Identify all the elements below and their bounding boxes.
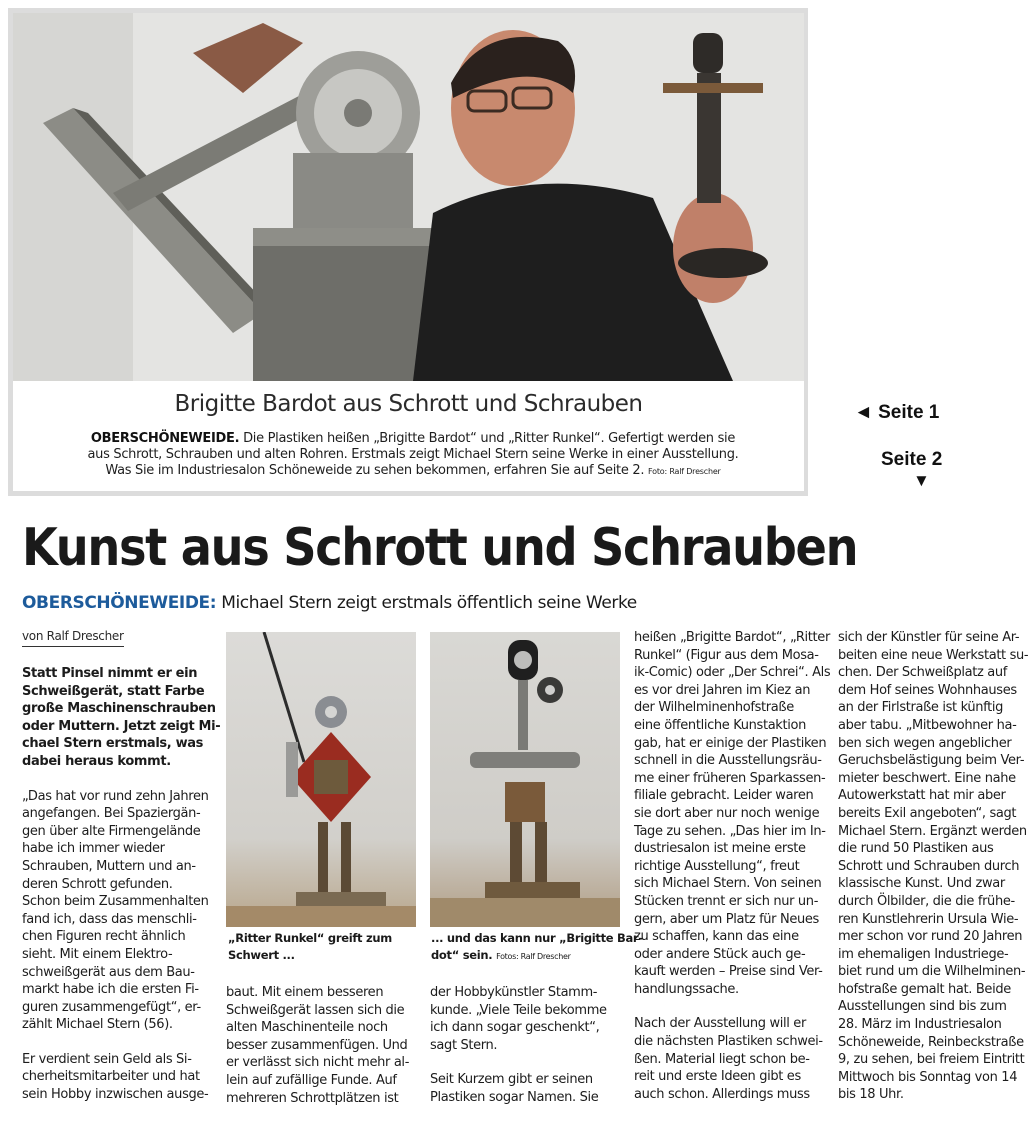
down-arrow-icon[interactable]: ▼ <box>913 471 930 490</box>
text-line: im ehemaligen Industriege- <box>838 946 1009 962</box>
text-line: filiale gebracht. Leider waren <box>634 788 814 804</box>
text-line: eine öffentliche Kunstaktion <box>634 717 806 733</box>
subhead-text: Michael Stern zeigt erstmals öffentlich seine Werke <box>221 593 637 613</box>
article-lead <box>22 665 221 771</box>
photo-caption-box <box>13 381 804 491</box>
text-line: ich dann sogar geschenkt“, <box>430 1020 600 1036</box>
text-line: guren zusammengefügt“, er- <box>22 999 201 1015</box>
text-line: heißen „Brigitte Bardot“, „Ritter <box>634 630 830 645</box>
caption-line: ... und das kann nur „Brigitte Bar- <box>431 931 643 945</box>
text-line: Runkel“ (Figur aus dem Mosa- <box>634 647 819 663</box>
text-line: dustriesalon ist meine erste <box>634 841 806 857</box>
text-line: gern, aber um Platz für Neues <box>634 911 819 927</box>
text-line: bereits Exil angeboten“, sagt <box>838 805 1017 821</box>
photo-caption-title: Brigitte Bardot aus Schrott und Schrauben <box>174 391 643 417</box>
text-line: gab, hat er einige der Plastiken <box>634 735 827 751</box>
text-line: ßen. Material liegt schon be- <box>634 1051 810 1067</box>
text-line: Nach der Ausstellung will er <box>634 1016 806 1032</box>
text-line: kunde. „Viele Teile bekomme <box>430 1002 607 1018</box>
photo-credit: Fotos: Ralf Drescher <box>496 952 571 961</box>
caption-line-2: aus Schrott, Schrauben und alten Rohren. Erstmals zeigt Michael Stern seine Werke in einer Ausstellung. <box>87 447 739 462</box>
text-line: mieter beschwert. Eine nahe <box>838 770 1016 786</box>
left-arrow-icon: ◄ <box>854 402 873 423</box>
caption-text: dot“ sein. <box>431 948 493 962</box>
brigitte-bardot-illustration <box>430 632 620 927</box>
text-line: beiten eine neue Werkstatt su- <box>838 647 1029 663</box>
text-line: handlungssache. <box>634 981 739 997</box>
caption-line: „Ritter Runkel“ greift zum <box>228 931 392 945</box>
text-line: ren Kunstlehrerin Ursula Wie- <box>838 911 1019 927</box>
photo-caption-text <box>73 431 753 480</box>
text-line: zu schaffen, kann das eine <box>634 929 799 945</box>
text-line: me einer früheren Sparkassen- <box>634 770 826 786</box>
text-line: 9, zu sehen, bei freiem Eintritt <box>838 1052 1025 1068</box>
text-line: durch Ölbilder, die die frühe- <box>838 893 1015 909</box>
article-column-2 <box>226 984 421 1107</box>
text-line: der Hobbykünstler Stamm- <box>430 985 598 1000</box>
text-line: Ausstellungen sind bis zum <box>838 999 1007 1015</box>
text-line: cherheitsmitarbeiter und hat <box>22 1069 200 1085</box>
article-column-3 <box>430 984 625 1107</box>
text-line: mehreren Schrottplätzen ist <box>226 1090 399 1106</box>
article-column-4 <box>634 629 834 1103</box>
text-line: Michael Stern. Ergänzt werden <box>838 823 1027 839</box>
lead-line: dabei heraus kommt. <box>22 753 171 769</box>
text-line: hofstraße gemalt hat. Beide <box>838 981 1011 997</box>
text-line: biet rund um die Wilhelminen- <box>838 964 1026 980</box>
text-line: Geruchsbelästigung beim Ver- <box>838 753 1025 769</box>
paragraph <box>22 788 217 1034</box>
caption-line <box>431 947 643 965</box>
text-line: sieht. Mit einem Elektro- <box>22 946 173 962</box>
text-line: er verlässt sich nicht mehr al- <box>226 1055 410 1071</box>
text-line: Schrott und Schrauben durch <box>838 858 1020 874</box>
text-line: klassische Kunst. Und zwar <box>838 876 1005 892</box>
text-line: chen Figuren recht ähnlich <box>22 929 186 945</box>
article-column-5 <box>838 629 1030 1104</box>
lead-line: große Maschinenschrauben <box>22 701 216 717</box>
text-line: Autowerkstatt hat mir aber <box>838 788 1006 804</box>
text-line: die rund 50 Plastiken aus <box>838 841 994 857</box>
text-line: sich Michael Stern. Von seinen <box>634 876 822 892</box>
text-line: reit und erste Ideen gibt es <box>634 1069 801 1085</box>
article-subheadline <box>22 593 637 613</box>
text-line: an der Firlstraße ist künftig <box>838 700 1004 716</box>
text-line: auch schon. Allerdings muss <box>634 1086 810 1102</box>
text-line: baut. Mit einem besseren <box>226 985 384 1000</box>
text-line: mer schon vor rund 20 Jahren <box>838 929 1023 945</box>
main-photo-illustration <box>13 13 804 381</box>
caption-line-1-text: Die Plastiken heißen „Brigitte Bardot“ und „Ritter Runkel“. Gefertigt werden sie <box>243 431 736 446</box>
text-line: lein auf zufällige Funde. Auf <box>226 1072 397 1088</box>
text-line: gen über alte Firmengelände <box>22 823 201 839</box>
text-line: die nächsten Plastiken schwei- <box>634 1034 823 1050</box>
text-line: dem Hof seines Wohnhauses <box>838 682 1017 698</box>
article-column-1 <box>22 665 221 1104</box>
text-line: richtige Ausstellung“, freut <box>634 858 800 874</box>
text-line: sie dort aber nur noch wenige <box>634 805 820 821</box>
text-line: markt habe ich die ersten Fi- <box>22 982 199 998</box>
text-line: der Wilhelminenhofstraße <box>634 700 794 716</box>
caption-line: Schwert ... <box>228 948 295 962</box>
text-line: sagt Stern. <box>430 1037 498 1053</box>
subhead-location: OBERSCHÖNEWEIDE: <box>22 593 217 613</box>
text-line: kauft werden – Preise sind Ver- <box>634 964 823 980</box>
text-line: aber tabu. „Mitbewohner ha- <box>838 717 1017 733</box>
page-nav-next-label[interactable]: Seite 2 <box>881 449 943 470</box>
text-line: Er verdient sein Geld als Si- <box>22 1051 192 1067</box>
ritter-runkel-photo <box>226 632 416 927</box>
text-line: Tage zu sehen. „Das hier im In- <box>634 823 826 839</box>
caption-line-3 <box>73 463 753 480</box>
ritter-runkel-illustration <box>226 632 416 927</box>
text-line: sich der Künstler für seine Ar- <box>838 630 1020 645</box>
text-line: Mittwoch bis Sonntag von 14 <box>838 1069 1018 1085</box>
photo-credit: Foto: Ralf Drescher <box>648 467 721 476</box>
paragraph <box>22 1051 217 1104</box>
lead-line: chael Stern erstmals, was <box>22 736 204 752</box>
text-line: Plastiken sogar Namen. Sie <box>430 1089 599 1105</box>
text-line: Stücken trennt er sich nur un- <box>634 893 819 909</box>
lead-line: Schweißgerät, statt Farbe <box>22 683 205 699</box>
text-line: es vor drei Jahren im Kiez an <box>634 682 811 698</box>
text-line: ben sich wegen angeblicher <box>838 735 1012 751</box>
ritter-runkel-caption <box>228 930 392 964</box>
text-line: angefangen. Bei Spaziergän- <box>22 806 201 822</box>
caption-location: OBERSCHÖNEWEIDE. <box>90 431 240 446</box>
prev-page-label: Seite 1 <box>878 402 940 423</box>
brigitte-bardot-caption <box>431 930 643 965</box>
text-line: 28. März im Industriesalon <box>838 1017 1002 1033</box>
text-line: bis 18 Uhr. <box>838 1087 904 1103</box>
article-headline: Kunst aus Schrott und Schrauben <box>22 518 858 578</box>
text-line: zählt Michael Stern (56). <box>22 1017 173 1033</box>
text-line: chen. Der Schweißplatz auf <box>838 665 1008 681</box>
page-nav-prev[interactable] <box>854 402 939 424</box>
text-line: besser zusammenfügen. Und <box>226 1037 408 1053</box>
text-line: Schon beim Zusammenhalten <box>22 894 209 910</box>
lead-line: Statt Pinsel nimmt er ein <box>22 666 198 681</box>
main-photo <box>13 13 804 381</box>
text-line: Seit Kurzem gibt er seinen <box>430 1072 593 1088</box>
text-line: oder andere Stück auch ge- <box>634 946 806 962</box>
caption-line-3-text: Was Sie im Industriesalon Schöneweide zu sehen bekommen, erfahren Sie auf Seite 2. <box>105 463 645 478</box>
article-byline: von Ralf Drescher <box>22 629 124 647</box>
text-line: fand ich, dass das menschli- <box>22 911 197 927</box>
text-line: schnell in die Ausstellungsräu- <box>634 753 822 769</box>
lead-line: oder Muttern. Jetzt zeigt Mi- <box>22 718 221 734</box>
text-line: „Das hat vor rund zehn Jahren <box>22 788 209 804</box>
text-line: schweißgerät aus dem Bau- <box>22 964 195 980</box>
text-line: alten Maschinenteile noch <box>226 1020 388 1036</box>
text-line: Schöneweide, Reinbeckstraße <box>838 1034 1024 1050</box>
text-line: Schweißgerät lassen sich die <box>226 1002 405 1018</box>
text-line: habe ich immer wieder <box>22 841 165 857</box>
text-line: sein Hobby inzwischen ausge- <box>22 1087 209 1103</box>
text-line: deren Schrott gefunden. <box>22 876 173 892</box>
caption-line-1 <box>73 431 753 447</box>
text-line: ik-Comic) oder „Der Schrei“. Als <box>634 665 831 681</box>
brigitte-bardot-photo <box>430 632 620 927</box>
text-line: Schrauben, Muttern und an- <box>22 858 196 874</box>
